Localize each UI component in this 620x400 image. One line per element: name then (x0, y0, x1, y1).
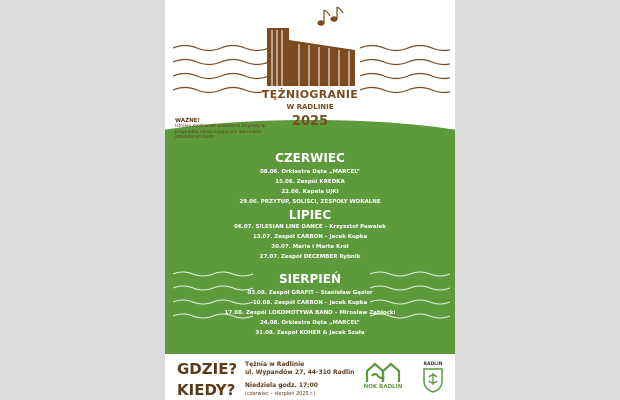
radlin-logo-text: RADLIN (423, 362, 443, 367)
event-line: 06.07. SILESIAN LINE DANCE – Krzysztof Pawelek (234, 224, 386, 230)
event-line: 03.08. Zespół GRAFIT – Stanisław Gąsior (247, 290, 373, 296)
event-line: 10.08. Zespół CARBON – Jacek Kupka (252, 300, 368, 306)
when-details (245, 382, 318, 398)
festival-year: 2025 (291, 114, 329, 129)
event-line: 08.06. Orkiestra Dęta „MARCEL” (259, 169, 361, 175)
where-details (245, 361, 354, 377)
when-line-2: (czerwiec – sierpień 2025 r.) (245, 391, 316, 397)
where-line-1: Tężnia w Radlinie (245, 361, 305, 368)
month-heading-sierpien: SIERPIEŃ (278, 272, 342, 286)
festival-title: TĘŻNIOGRANIE (261, 88, 359, 101)
event-line: 17.08. Zespół LOKOMOTYWA BAND – Mirosław Zabłocki (224, 310, 396, 316)
when-line-1: Niedziela godz. 17:00 (245, 382, 318, 389)
event-line: 29.06. PRZYTUP, SOLIŚCI, ZESPOŁY WOKALNE (239, 199, 381, 205)
festival-location: W RADLINIE (286, 103, 334, 111)
event-line: 20.07. Maria i Marta Król (271, 244, 349, 250)
where-label: GDZIE? (177, 360, 238, 378)
nok-house-icon (363, 360, 403, 384)
radlin-logo (417, 362, 449, 398)
event-line: 24.08. Orkiestra Dęta „MARCEL” (259, 320, 361, 326)
notice-heading: WAŻNE! (175, 118, 200, 124)
event-line: 31.08. Zespół KOHER & Jacek Szuła (255, 330, 365, 336)
when-label: KIEDY? (177, 381, 236, 399)
notice-text: Istnieje możliwość odwołania imprezy w przypadku niesprzyjających warunków atmosferycznych. (175, 124, 265, 140)
event-line: 15.06. Zespół KREDKA (275, 179, 345, 185)
month-heading-lipiec: LIPIEC (288, 208, 332, 222)
weather-notice (175, 118, 265, 141)
nok-radlin-logo (363, 360, 403, 396)
radlin-coat-of-arms-icon (422, 367, 444, 393)
where-line-2: ul. Wypandów 27, 44-310 Radlin (245, 369, 355, 376)
event-line: 13.07. Zespół CARBON – Jacek Kupka (252, 234, 368, 240)
event-poster (165, 0, 455, 400)
month-heading-czerwiec: CZERWIEC (275, 151, 345, 165)
event-line: 27.07. Zespół DECEMBER Rybnik (259, 254, 361, 260)
nok-logo-text: NOK RADLIN (363, 384, 403, 390)
event-line: 22.06. Kapela UJKI (281, 189, 339, 195)
graduation-tower-icon (267, 20, 355, 86)
